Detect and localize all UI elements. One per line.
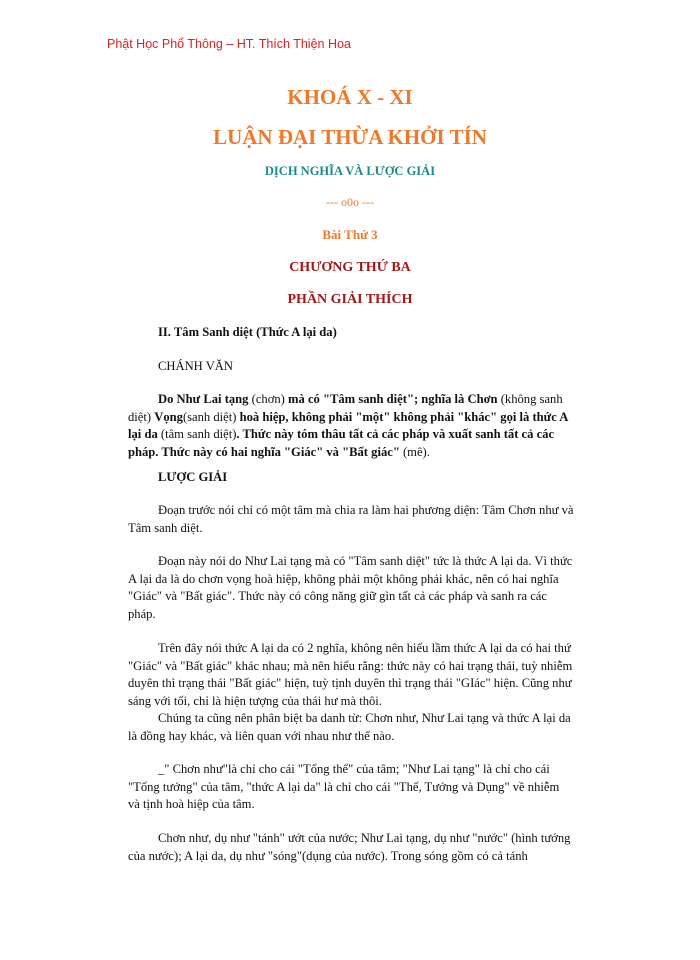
cv-s10: (mê). [399, 444, 430, 459]
cv-s1: Do Như Lai tạng [158, 392, 249, 406]
luoc-giai-label: LƯỢC GIẢI [158, 470, 228, 484]
chanh-van-text [128, 391, 574, 461]
paragraph-block [128, 640, 574, 710]
lesson-title: Bài Thứ 3 [322, 227, 378, 242]
luoc-giai-label-block [128, 469, 574, 487]
chapter-title: CHƯƠNG THỨ BA [289, 260, 411, 275]
cv-s6: (sanh diệt) [182, 409, 240, 424]
chanh-van-label-block [128, 358, 574, 376]
running-header: Phật Học Phổ Thông – HT. Thích Thiện Hoa [107, 37, 351, 51]
cv-s3: mà có "Tâm sanh diệt"; nghĩa là Chơn [288, 392, 498, 406]
paragraph: Đoạn trước nói chỉ có một tâm mà chia ra làm hai phương diện: Tâm Chơn như và Tâm sanh diệt. [128, 503, 574, 535]
chanh-van-label: CHÁNH VĂN [158, 359, 233, 373]
paragraph-block [128, 761, 574, 814]
course-title: KHOÁ X - XI [287, 85, 413, 109]
paragraph: Chúng ta cũng nên phân biệt ba danh từ: Chơn như, Như Lai tạng và thức A lại da là đồng hay khác, và liên quan với nhau như thế nào. [128, 711, 571, 743]
section-divider: --- o0o --- [326, 195, 374, 209]
paragraph-block [128, 502, 574, 537]
cv-s2: (chơn) [248, 392, 289, 406]
cv-s7: hoà hiệp, không phải "một" không phải "khác" gọi là thức A lại da [128, 409, 568, 441]
section-heading: II. Tâm Sanh diệt (Thức A lại da) [158, 325, 337, 339]
cv-s5: Vọng [154, 409, 183, 424]
paragraph: _" Chơn như"là chỉ cho cái "Tổng thể" của tâm; "Như Lai tạng" là chỉ cho cái "Tổng tướng" của tâm, "thức A lại da" là chỉ cho cái "Thể, Tướng và Dụng" về nhiễm và tịnh hoà hiệp của tâm. [128, 762, 560, 811]
paragraph-block [128, 553, 574, 623]
paragraph-block [128, 830, 574, 865]
chanh-van-block [128, 391, 574, 461]
part-title: PHẦN GIẢI THÍCH [287, 292, 413, 307]
cv-s8: (tâm sanh diệt) [157, 427, 237, 441]
treatise-title: LUẬN ĐẠI THỪA KHỞI TÍN [213, 125, 487, 149]
cv-s4: (không sanh diệt) [128, 392, 563, 424]
paragraph: Đoạn này nói do Như Lai tạng mà có "Tâm sanh diệt" tức là thức A lại da. Vì thức A lại da là do chơn vọng hoà hiệp, không phải một không phải khác, nên có hai nghĩa "Giác" và "Bất giác". Thức này có công năng giữ gìn tất cả các pháp và sanh ra các pháp. [128, 554, 573, 621]
section-heading-block [128, 324, 574, 342]
paragraph: Trên đây nói thức A lại da có 2 nghĩa, không nên hiểu lầm thức A lại da có hai thứ "Giác" và "Bất giác" khác nhau; mà nên hiểu rằng: thức này có hai trạng thái, tuỳ nhiễm duyên thì trạng thái "Bất giác" hiện, tuỳ tịnh duyên thì trạng thái "GIác" hiện. Cũng như sáng với tối, chỉ là hiện tượng của thái hư mà thôi. [128, 641, 573, 708]
paragraph-block [128, 710, 574, 745]
translation-subtitle: DỊCH NGHĨA VÀ LƯỢC GIẢI [264, 164, 436, 178]
paragraph: Chơn như, dụ như "tánh" ướt của nước; Như Lai tạng, dụ như "nước" (hình tướng của nước); A lại da, dụ như "sóng"(dụng của nước). Trong sóng gồm có cả tánh [128, 831, 571, 863]
cv-s9: . Thức này tóm thâu tất cả các pháp và xuất sanh tất cả các pháp. Thức này có hai nghĩa "Giác" và "Bất giác" [128, 427, 555, 459]
